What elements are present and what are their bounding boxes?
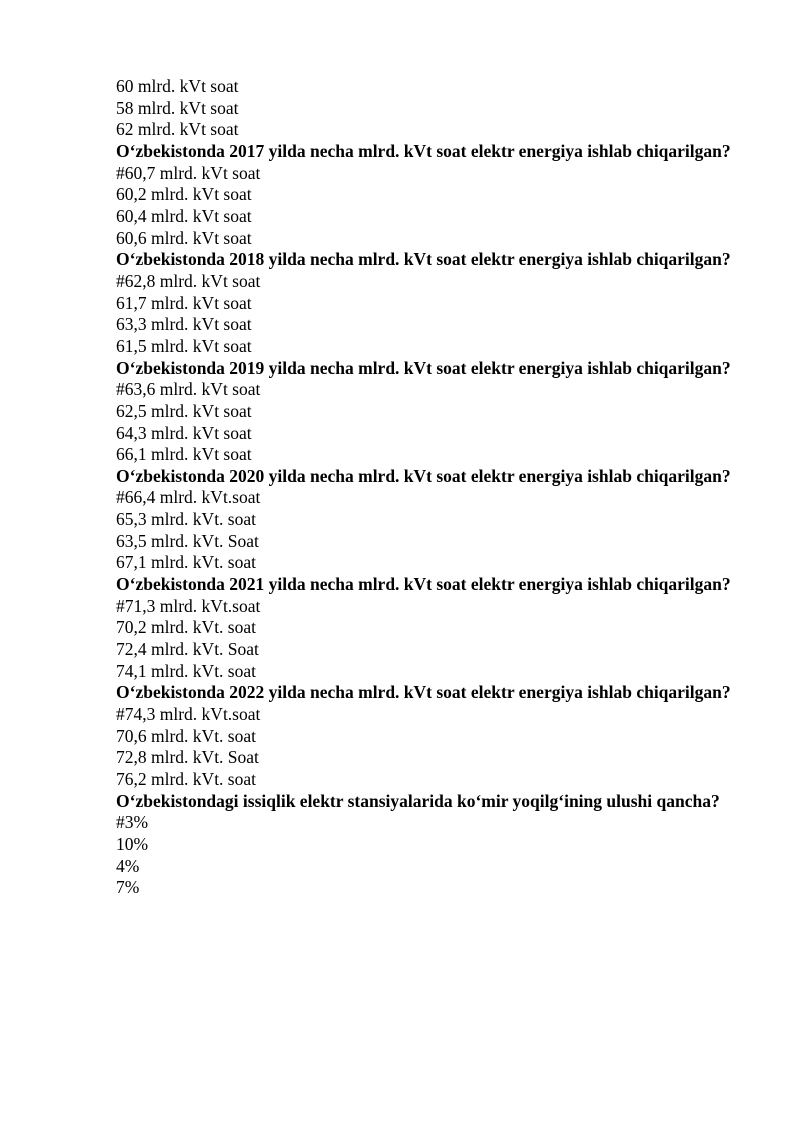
answer-option: 58 mlrd. kVt soat [116, 97, 239, 118]
correct-answer-option: #66,4 mlrd. kVt.soat [116, 487, 261, 508]
answer-option: 60,4 mlrd. kVt soat [116, 205, 252, 226]
answer-option: 62,5 mlrd. kVt soat [116, 400, 252, 421]
answer-option: 72,4 mlrd. kVt. Soat [116, 639, 259, 660]
question-text: O‘zbekistonda 2017 yilda necha mlrd. kVt soat elektr energiya ishlab chiqarilgan? [116, 140, 731, 161]
answer-option: 66,1 mlrd. kVt soat [116, 444, 252, 465]
correct-answer-option: #63,6 mlrd. kVt soat [116, 379, 261, 400]
question-text: O‘zbekistonda 2020 yilda necha mlrd. kVt soat elektr energiya ishlab chiqarilgan? [116, 465, 731, 486]
question-text: O‘zbekistondagi issiqlik elektr stansiyalarida ko‘mir yoqilg‘ining ulushi qancha? [116, 790, 720, 811]
answer-option: 70,2 mlrd. kVt. soat [116, 617, 256, 638]
question-text: O‘zbekistonda 2021 yilda necha mlrd. kVt soat elektr energiya ishlab chiqarilgan? [116, 574, 731, 595]
answer-option: 7% [116, 877, 140, 898]
correct-answer-option: #71,3 mlrd. kVt.soat [116, 595, 261, 616]
answer-option: 60,2 mlrd. kVt soat [116, 184, 252, 205]
answer-option: 4% [116, 855, 140, 876]
answer-option: 60 mlrd. kVt soat [116, 76, 239, 96]
correct-answer-option: #3% [116, 812, 149, 833]
answer-option: 63,5 mlrd. kVt. Soat [116, 530, 259, 551]
answer-option: 67,1 mlrd. kVt. soat [116, 552, 256, 573]
correct-answer-option: #74,3 mlrd. kVt.soat [116, 704, 261, 725]
answer-option: 61,5 mlrd. kVt soat [116, 335, 252, 356]
answer-option: 65,3 mlrd. kVt. soat [116, 509, 256, 530]
answer-option: 72,8 mlrd. kVt. Soat [116, 747, 259, 768]
answer-option: 62 mlrd. kVt soat [116, 119, 239, 140]
question-text: O‘zbekistonda 2018 yilda necha mlrd. kVt soat elektr energiya ishlab chiqarilgan? [116, 249, 731, 270]
question-text: O‘zbekistonda 2019 yilda necha mlrd. kVt soat elektr energiya ishlab chiqarilgan? [116, 357, 731, 378]
answer-option: 61,7 mlrd. kVt soat [116, 292, 252, 313]
correct-answer-option: #62,8 mlrd. kVt soat [116, 270, 261, 291]
answer-option: 64,3 mlrd. kVt soat [116, 422, 252, 443]
answer-option: 76,2 mlrd. kVt. soat [116, 769, 256, 789]
answer-option: 70,6 mlrd. kVt. soat [116, 725, 256, 746]
answer-option: 60,6 mlrd. kVt soat [116, 227, 252, 248]
answer-option: 74,1 mlrd. kVt. soat [116, 660, 256, 681]
document-page [116, 76, 742, 899]
question-text: O‘zbekistonda 2022 yilda necha mlrd. kVt soat elektr energiya ishlab chiqarilgan? [116, 682, 731, 703]
correct-answer-option: #60,7 mlrd. kVt soat [116, 162, 261, 183]
answer-option: 10% [116, 833, 149, 854]
answer-option: 63,3 mlrd. kVt soat [116, 314, 252, 335]
